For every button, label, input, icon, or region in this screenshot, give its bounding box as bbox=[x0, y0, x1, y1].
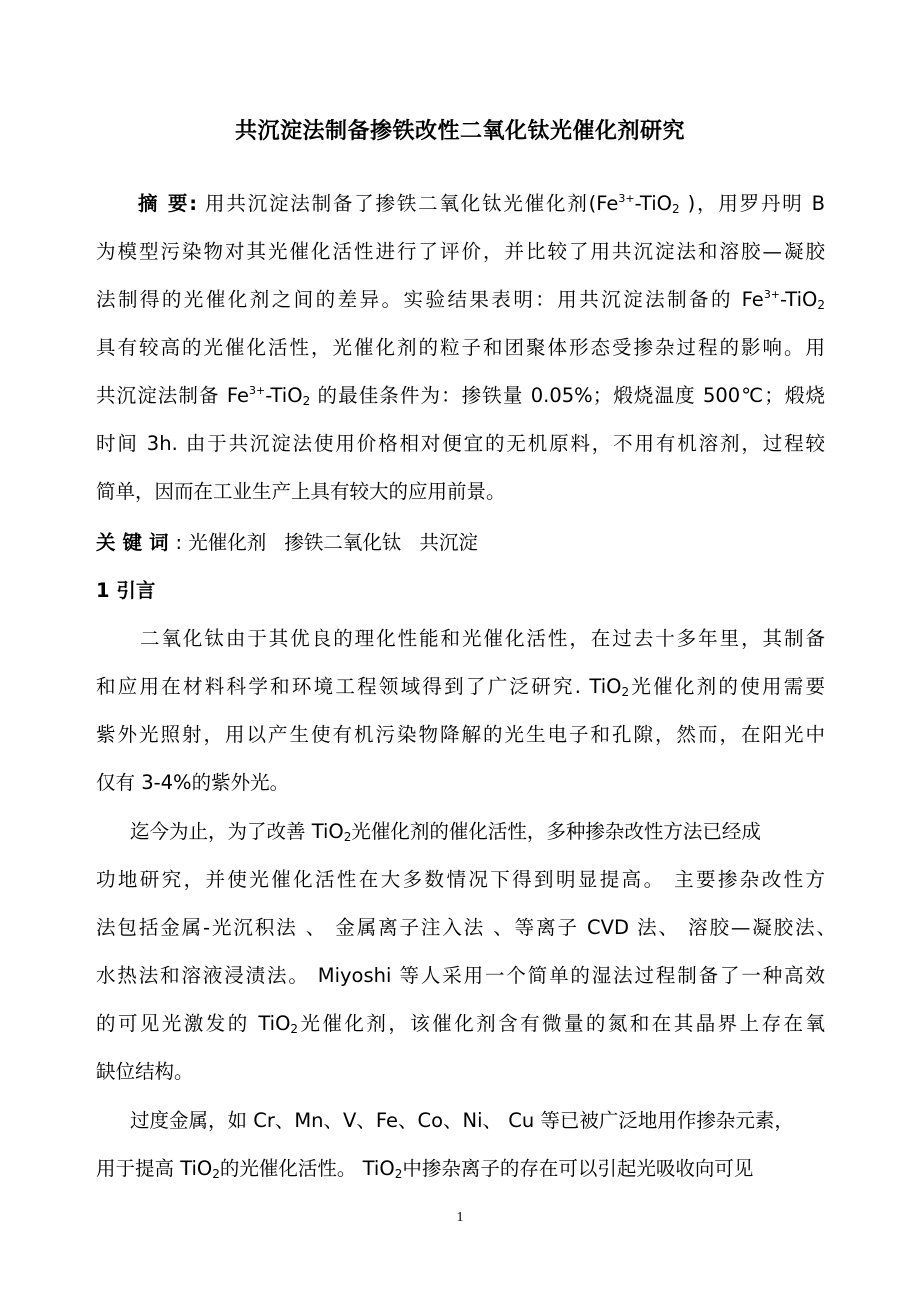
abstract-line-6: 时间 3h. 由于共沉淀法使用价格相对便宜的无机原料，不用有机溶剂，过程较 bbox=[96, 432, 825, 455]
p2-line-5: 的可见光激发的 TiO$_2$光催化剂，该催化剂含有微量的氮和在其晶界上存在氧 bbox=[96, 1012, 825, 1036]
keyword-item: 掺铁二氧化钛 bbox=[284, 531, 402, 554]
p1-line-2: 和应用在材料科学和环境工程领域得到了广泛研究. TiO$_2$光催化剂的使用需要 bbox=[96, 675, 825, 699]
p2-line-3: 法包括金属-光沉积法 、 金属离子注入法 、等离子 CVD 法、 溶胶—凝胶法、 bbox=[96, 916, 836, 939]
p2-line-2: 功地研究，并使光催化活性在大多数情况下得到明显提高。 主要掺杂改性方 bbox=[96, 868, 825, 891]
abstract-line-2: 为模型污染物对其光催化活性进行了评价，并比较了用共沉淀法和溶胶—凝胶 bbox=[96, 240, 825, 263]
abstract-label: 摘 要: bbox=[138, 192, 198, 215]
p3-line-1: 过度金属，如 Cr、Mn、V、Fe、Co、Ni、 Cu 等已被广泛地用作掺杂元素， bbox=[130, 1109, 794, 1132]
abstract-line-1: 摘 要: 用共沉淀法制备了掺铁二氧化钛光催化剂($Fe^{3+}-TiO_2$ )，用罗丹明 B bbox=[138, 192, 825, 216]
keyword-item: 共沉淀 bbox=[419, 531, 478, 554]
paper-title: 共沉淀法制备掺铁改性二氧化钛光催化剂研究 bbox=[234, 119, 685, 144]
keywords-line: 关键词: 光催化剂 掺铁二氧化钛 共沉淀 bbox=[96, 531, 478, 554]
section-heading: 1 引言 bbox=[96, 579, 156, 602]
p2-line-1: 迄今为止，为了改善 TiO$_2$光催化剂的催化活性，多种掺杂改性方法已经成 bbox=[130, 820, 761, 844]
keywords-label: 关键词 bbox=[96, 531, 176, 554]
abstract-line-5: 共沉淀法制备 $Fe^{3+}-TiO_2$ 的最佳条件为：掺铁量 0.05%；煅烧温度 500℃；煅烧 bbox=[96, 384, 825, 408]
abstract-line-4: 具有较高的光催化活性，光催化剂的粒子和团聚体形态受掺杂过程的影响。用 bbox=[96, 336, 825, 359]
p1-line-1: 二氧化钛由于其优良的理化性能和光催化活性，在过去十多年里，其制备 bbox=[140, 627, 825, 650]
abstract-line-7: 简单，因而在工业生产上具有较大的应用前景。 bbox=[96, 480, 506, 503]
p3-line-2: 用于提高 TiO$_2$的光催化活性。 TiO$_2$中掺杂离子的存在可以引起光吸收向可见 bbox=[96, 1157, 754, 1181]
p1-line-3: 紫外光照射，用以产生使有机污染物降解的光生电子和孔隙，然而，在阳光中 bbox=[96, 723, 825, 746]
abstract-line-3: 法制得的光催化剂之间的差异。实验结果表明：用共沉淀法制备的 $Fe^{3+}-TiO_2$ bbox=[96, 288, 825, 312]
p2-line-6: 缺位结构。 bbox=[96, 1060, 194, 1083]
keyword-item: 光催化剂 bbox=[188, 531, 267, 554]
p1-line-4: 仅有 3-4%的紫外光。 bbox=[96, 771, 290, 794]
p2-line-4: 水热法和溶液浸渍法。 Miyoshi 等人采用一个简单的湿法过程制备了一种高效 bbox=[96, 964, 825, 987]
page-number: 1 bbox=[456, 1210, 464, 1225]
